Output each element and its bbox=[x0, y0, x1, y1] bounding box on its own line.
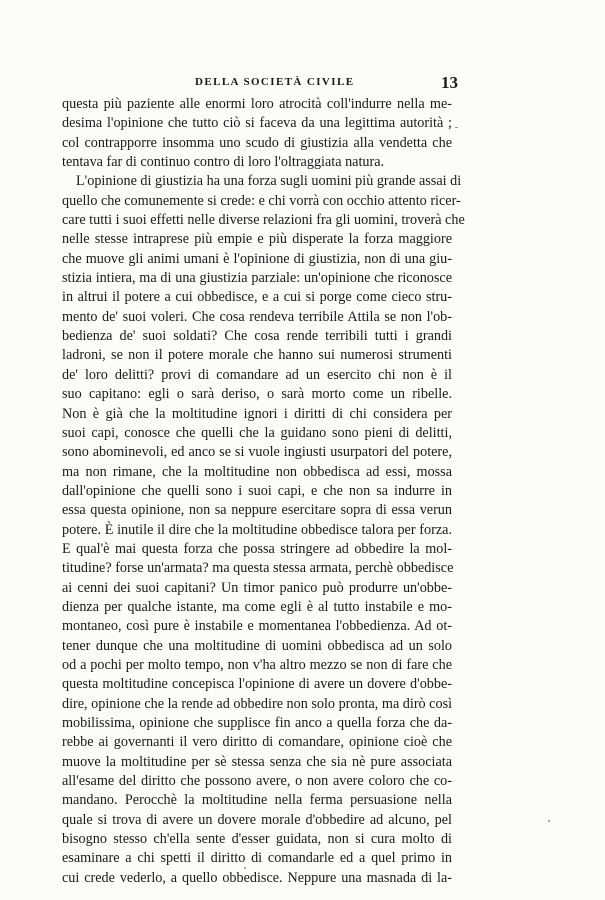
text-line: od a pochi per molto tempo, non v'ha altro mezzo se non di fare che bbox=[62, 656, 452, 673]
text-line: bisogno stesso ch'ella sente d'esser guidata, non si cura molto di bbox=[62, 831, 452, 848]
text-line: dire, opinione che la rende ad obbedire non solo pronta, ma dirò così bbox=[62, 695, 453, 712]
text-line: mandano. Perocchè la moltitudine nella ferma persuasione nella bbox=[62, 792, 452, 809]
text-line: mento de' suoi voleri. Che cosa rendeva terribile Attila se non l'ob- bbox=[62, 308, 452, 325]
page-header bbox=[0, 73, 605, 96]
text-line: ladroni, se non il potere morale che hanno sui numerosi strumenti bbox=[62, 347, 452, 364]
text-line: suoi capi, conosce che quelli che la guidano sono pieni di delitti, bbox=[62, 424, 452, 441]
text-line: tener dunque che una moltitudine di uomini obbedisca ad un solo bbox=[62, 637, 452, 654]
paper-speck bbox=[548, 820, 550, 822]
text-line: col contrapporre insomma uno scudo di giustizia alla vendetta che bbox=[62, 134, 452, 151]
text-line: sono abominevoli, ed anco se si vuole ingiusti usurpatori del potere, bbox=[62, 444, 452, 461]
text-line: titudine? forse un'armata? ma questa stessa armata, perchè obbedisce bbox=[62, 560, 454, 577]
text-line: suo capitano: egli o sarà deriso, o sarà morto come un ribelle. bbox=[62, 386, 452, 403]
text-line: stizia intiera, ma di una giustizia parziale: un'opinione che riconosce bbox=[62, 270, 452, 287]
text-line: de' loro delitti? provi di comandare ad un esercito chi non è il bbox=[62, 366, 452, 383]
paper-speck bbox=[455, 127, 458, 128]
body-text bbox=[62, 95, 465, 888]
text-line: dienza per qualche istante, ma come egli è al tutto instabile e mo- bbox=[62, 598, 452, 615]
text-line: quello che comunemente si crede: e chi vorrà con occhio attento ricer- bbox=[62, 192, 461, 209]
text-line: desima l'opinione che tutto ciò si faceva da una legittima autorità ; bbox=[62, 115, 452, 132]
text-line: questa moltitudine concepisca l'opinione di avere un dovere d'obbe- bbox=[62, 676, 452, 693]
text-line: bedienza de' suoi soldati? Che cosa rende terribili tutti i grandi bbox=[62, 328, 452, 345]
text-line: ai cenni dei suoi capitani? Un timor panico può produrre un'obbe- bbox=[62, 579, 452, 596]
text-line: cui crede vederlo, a quello obbedisce. Neppure una masnada di la- bbox=[62, 869, 452, 886]
text-line: tentava far di continuo contro di loro l'oltraggiata natura. bbox=[62, 154, 385, 171]
text-line: L'opinione di giustizia ha una forza sugli uomini più grande assai di bbox=[76, 173, 462, 190]
text-line: essa questa opinione, non sa neppure esercitare sopra di essa verun bbox=[62, 502, 452, 519]
text-line: Non è già che la moltitudine ignori i diritti di chi considera per bbox=[62, 405, 452, 422]
text-line: mobilissima, opinione che supplisce fin anco a quella forza che da- bbox=[62, 715, 452, 731]
text-line: potere. È inutile il dire che la moltitudine obbedisce talora per forza. bbox=[62, 521, 452, 538]
text-line: dall'opinione che quelli sono i suoi capi, e che non sa indurre in bbox=[62, 482, 452, 499]
page-number: 13 bbox=[441, 73, 458, 92]
text-line: montaneo, così pure è instabile e momentanea l'obbedienza. Ad ot- bbox=[62, 618, 452, 635]
paper-speck bbox=[244, 867, 246, 869]
text-line: ma non rimane, che la moltitudine non obbedisca ad essi, mossa bbox=[62, 463, 452, 480]
text-line: all'esame del diritto che possono avere, o non avere coloro che co- bbox=[62, 773, 452, 790]
text-line: esaminare a chi spetti il diritto di comandarle ed a quel primo in bbox=[62, 850, 452, 867]
text-line: in altrui il potere a cui obbedisce, e a cui si porge come cieco stru- bbox=[62, 289, 452, 306]
text-line: questa più paziente alle enormi loro atrocità coll'indurre nella me- bbox=[62, 96, 452, 112]
text-line: quale si trova di avere un dovere morale d'obbedire ad alcuno, pel bbox=[62, 811, 452, 828]
text-line: muove la moltitudine per sè stessa senza che sia nè pure associata bbox=[62, 753, 452, 770]
text-line: E qual'è mai questa forza che possa stringere ad obbedire la mol- bbox=[62, 540, 452, 557]
text-line: nelle stesse intraprese più empie e più disperate la forza maggiore bbox=[62, 231, 452, 248]
text-line: che muove gli animi umani è l'opinione di giustizia, non di una giu- bbox=[62, 250, 452, 267]
running-title: DELLA SOCIETÀ CIVILE bbox=[195, 76, 355, 88]
text-line: care tutti i suoi effetti nelle diverse relazioni fra gli uomini, troverà che bbox=[62, 212, 465, 229]
text-line: rebbe ai governanti il vero diritto di comandare, opinione cioè che bbox=[62, 734, 452, 751]
